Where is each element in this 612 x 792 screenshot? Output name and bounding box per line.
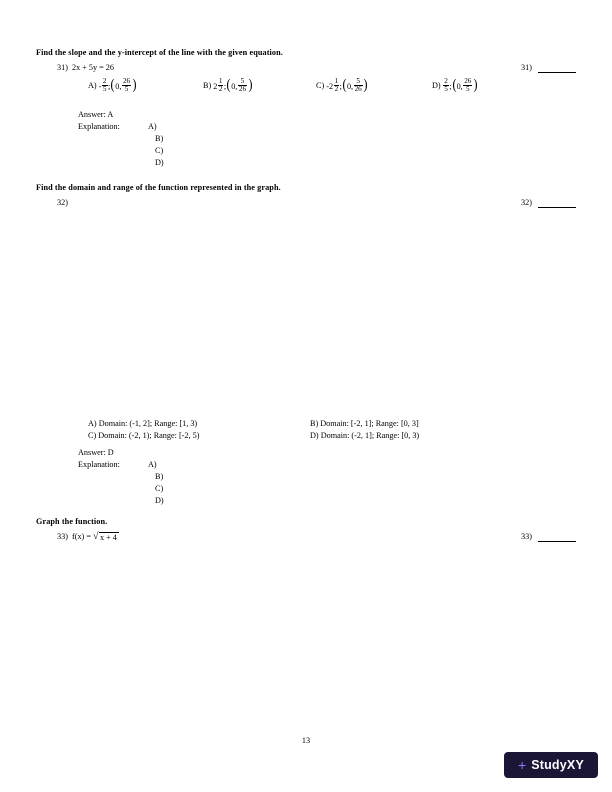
answer-slot-33-rule (538, 541, 576, 542)
choice-32-b-text: Domain: [-2, 1]; Range: [0, 3] (320, 419, 419, 428)
explanation-31-item-a: A) (148, 122, 157, 131)
choice-31-d[interactable]: D) $\frac{2}{5}$ ;(0, $\frac{26}{5}$ ) (432, 76, 478, 94)
explanation-31-label: Explanation: (78, 122, 120, 131)
choice-31-d-separator: ; (449, 81, 452, 91)
choice-31-d-point-fraction: $\frac{26}{5}$ (464, 76, 472, 94)
choice-31-b-slope-fraction: $\frac{1}{2}$ (218, 76, 223, 94)
answer-slot-31-rule (538, 72, 576, 73)
explanation-31-item-d: D) (155, 158, 164, 167)
choice-31-a-point-x: 0, (115, 81, 122, 91)
explanation-31-item-b: B) (155, 134, 164, 143)
explanation-32-item-d: D) (155, 496, 164, 505)
explanation-32-item-c: C) (155, 484, 164, 493)
choice-31-c-point-x: 0, (346, 81, 354, 91)
question-33-text (72, 532, 119, 542)
choice-31-b-whole: 2 (213, 81, 218, 91)
choice-32-c[interactable] (88, 431, 199, 440)
square-root-icon: √ x + 4 (93, 530, 117, 543)
section-heading-33: Graph the function. (36, 517, 108, 526)
explanation-32-item-a: A) (148, 460, 157, 469)
answer-slot-33-number: 33) (521, 532, 532, 541)
answer-slot-32-rule (538, 207, 576, 208)
page-number: 13 (301, 736, 311, 745)
work-area-33 (60, 550, 540, 710)
choice-31-a-slope-fraction: $\frac{2}{5}$ (102, 76, 107, 94)
choice-31-a-slope-sign: - (98, 81, 102, 91)
question-33-prefix: f(x) = (72, 532, 93, 541)
choice-31-b-label: B) (203, 80, 212, 90)
choice-31-a-separator: ; (108, 81, 111, 91)
choice-31-d-slope-fraction: $\frac{2}{5}$ (444, 76, 448, 94)
choice-31-a-point-fraction: $\frac{26}{5}$ (122, 76, 131, 94)
choice-32-c-text: Domain: (-2, 1); Range: [-2, 5) (98, 431, 200, 440)
answer-slot-32-number: 32) (521, 198, 532, 207)
choice-31-d-label: D) (432, 80, 441, 90)
choice-31-b-separator: ; (223, 81, 227, 91)
question-33-radicand: x + 4 (100, 533, 117, 543)
choice-31-c[interactable]: C) -2 $\frac{1}{2}$ ;(0, $\frac{5}{26}$ ) (316, 76, 368, 94)
choice-32-a-label: A) (88, 419, 97, 428)
choice-32-d[interactable] (310, 431, 419, 440)
choice-31-b[interactable]: B) 2 $\frac{1}{2}$ ;(0, $\frac{5}{26}$ ) (203, 76, 253, 94)
question-31-number: 31) (57, 63, 68, 72)
question-31-text: 2x + 5y = 26 (72, 63, 114, 72)
choice-31-c-whole: -2 (326, 81, 334, 91)
choice-31-b-point-x: 0, (231, 81, 238, 91)
graph-area-32 (80, 212, 500, 412)
choice-32-c-label: C) (88, 431, 97, 440)
choice-31-c-point-fraction: $\frac{5}{26}$ (354, 76, 362, 94)
choice-32-d-text: Domain: (-2, 1]; Range: [0, 3) (320, 431, 420, 440)
answer-32: Answer: D (78, 448, 114, 457)
choice-32-a-text: Domain: (-1, 2]; Range: [1, 3) (98, 419, 198, 428)
choice-31-d-point-x: 0, (456, 81, 463, 91)
choice-32-b-label: B) (310, 419, 319, 428)
explanation-32-label: Explanation: (78, 460, 120, 469)
choice-32-b[interactable] (310, 419, 419, 428)
brand-label: StudyXY (531, 758, 584, 772)
section-heading-32: Find the domain and range of the function represented in the graph. (36, 183, 281, 192)
answer-slot-31-number: 31) (521, 63, 532, 72)
choice-31-c-slope-fraction: $\frac{1}{2}$ (334, 76, 339, 94)
studyxy-badge[interactable] (504, 752, 598, 778)
choice-32-a[interactable] (88, 419, 197, 428)
choice-32-d-label: D) (310, 431, 319, 440)
question-32-number: 32) (57, 198, 68, 207)
choice-31-c-label: C) (316, 80, 325, 90)
choice-31-a[interactable]: A) - $\frac{2}{5}$ ;(0, $\frac{26}{5}$ ) (88, 76, 137, 94)
plus-icon: + (518, 757, 527, 773)
section-heading-31: Find the slope and the y-intercept of the line with the given equation. (36, 48, 283, 57)
choice-31-a-label: A) (88, 80, 97, 90)
choice-31-b-point-fraction: $\frac{5}{26}$ (238, 76, 247, 94)
answer-31: Answer: A (78, 110, 114, 119)
explanation-32-item-b: B) (155, 472, 164, 481)
question-33-number: 33) (57, 532, 68, 541)
explanation-31-item-c: C) (155, 146, 164, 155)
choice-31-c-separator: ; (339, 81, 342, 91)
